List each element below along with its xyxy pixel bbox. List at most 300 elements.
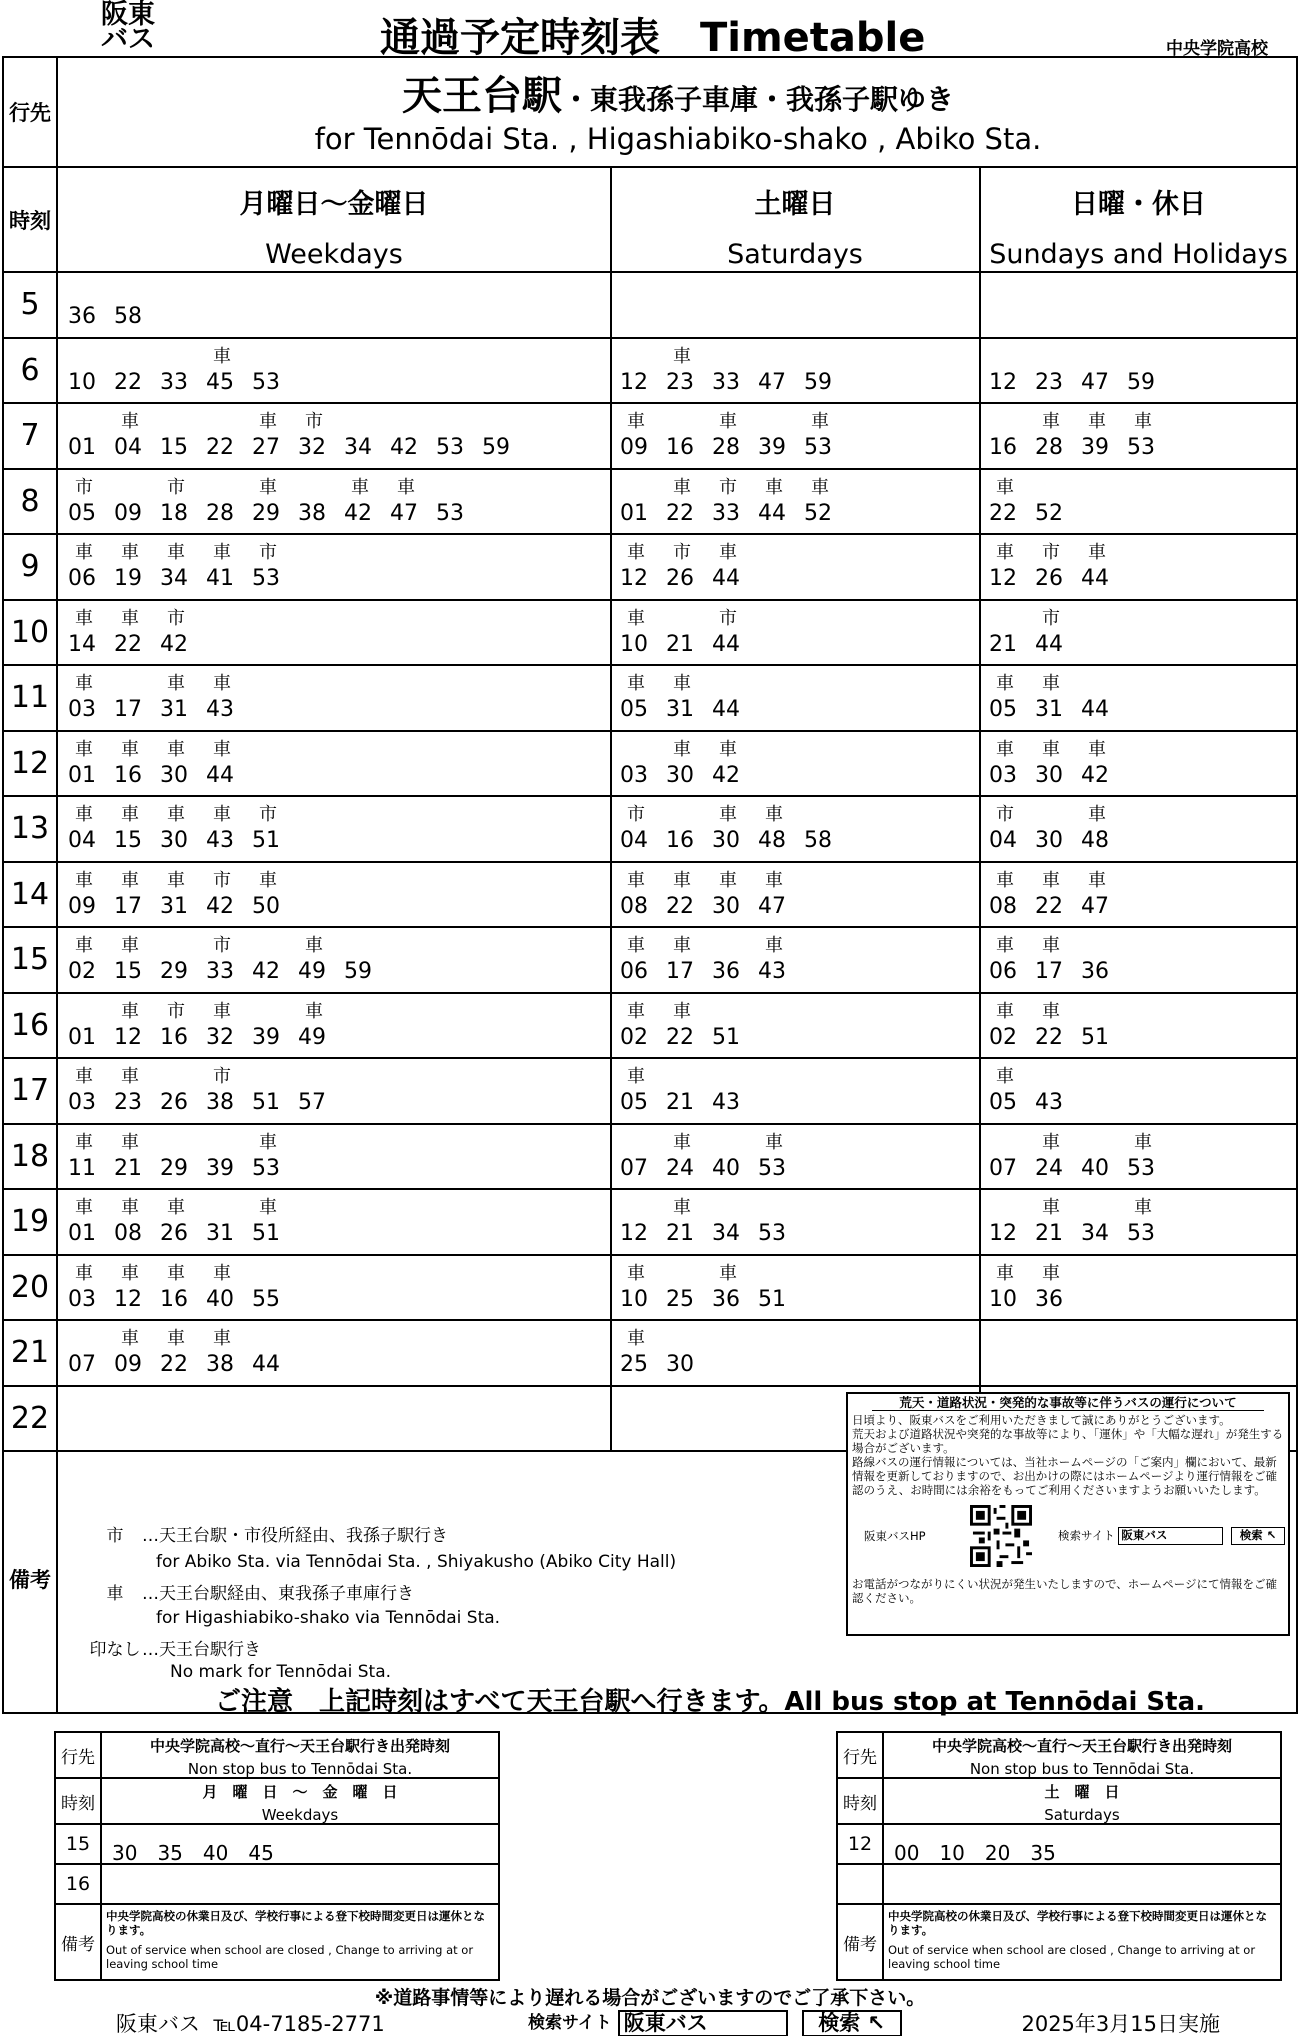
route-mark: 車: [996, 869, 1014, 891]
departure-minute: 17: [114, 893, 142, 919]
weekdays-cell: [60, 1321, 608, 1385]
departure: [666, 404, 710, 468]
departure-minute: 44: [712, 566, 740, 591]
departure: [252, 994, 296, 1058]
departure-minute: 33: [712, 369, 740, 395]
departure: [1081, 732, 1125, 796]
saturdays-cell: [612, 666, 978, 730]
departure: [620, 1125, 664, 1189]
route-mark: 車: [627, 869, 645, 891]
departure-minute: 23: [666, 369, 694, 395]
route-mark: 車: [1042, 1131, 1060, 1153]
departure: [114, 732, 158, 796]
departure-minute: 22: [114, 631, 142, 657]
departure-minute: 15: [114, 959, 142, 984]
route-mark: 車: [121, 607, 139, 629]
departure-minute: 40: [1081, 1155, 1109, 1181]
col-sundays-header: [981, 168, 1296, 271]
route-mark: 車: [259, 411, 277, 432]
departure-minute: 28: [1035, 435, 1063, 460]
saturdays-cell: [612, 732, 978, 796]
departure: [620, 666, 664, 730]
departure-minute: 24: [666, 1155, 694, 1181]
route-mark: 車: [627, 1000, 645, 1022]
route-mark: 車: [673, 738, 691, 760]
departure: [712, 601, 756, 665]
hour-row: [4, 732, 1296, 798]
col-sundays-en: Sundays and Holidays: [989, 239, 1288, 270]
departure: [114, 601, 158, 665]
departure-minute: 02: [68, 959, 96, 984]
departure-minute: 59: [482, 435, 510, 460]
route-mark: 市: [719, 607, 737, 629]
departure: [989, 994, 1033, 1058]
legend-line: [88, 1521, 448, 1546]
departure-minute: 53: [252, 369, 280, 395]
departure-minute: 36: [1081, 959, 1109, 984]
cursor-icon: ↖: [1266, 1528, 1277, 1542]
departure: [620, 404, 664, 468]
departure-minute: 16: [666, 828, 694, 853]
departure-minute: 12: [989, 566, 1017, 591]
departure: [206, 666, 250, 730]
departure: [252, 470, 296, 534]
departure: [160, 928, 204, 992]
route-mark: 車: [259, 1197, 277, 1218]
weekdays-cell: [60, 1059, 608, 1123]
departure: [436, 470, 480, 534]
departure: [620, 339, 664, 403]
departure: [68, 928, 112, 992]
departure: [114, 404, 158, 468]
departure-minute: 21: [666, 1221, 694, 1246]
departure-minute: 05: [989, 697, 1017, 722]
footer-search-input[interactable]: 阪東バス: [618, 2010, 788, 2036]
departure-minute: 09: [114, 500, 142, 526]
notice-search-input[interactable]: 阪東バス: [1118, 1527, 1223, 1545]
departure-minute: 05: [68, 500, 96, 526]
departure: [666, 535, 710, 599]
departure: [758, 1190, 802, 1254]
destination-main: 天王台駅: [401, 73, 562, 119]
departure: [252, 863, 296, 927]
direct-dest: [884, 1733, 1280, 1777]
departure-minute: 07: [68, 1352, 96, 1377]
route-mark: 車: [627, 607, 645, 629]
departure: [620, 928, 664, 992]
destination-rest: ・東我孫子車庫・我孫子駅ゆき: [561, 83, 954, 116]
sundays-cell: [981, 797, 1296, 861]
departure: [712, 1125, 756, 1189]
departure: [1081, 1125, 1125, 1189]
hp-label: 阪東バスHP: [864, 1529, 926, 1543]
route-mark: 車: [1042, 1262, 1060, 1284]
departure-minute: 44: [712, 631, 740, 657]
legend-mark: 印なし: [89, 1640, 141, 1660]
sundays-cell: [981, 863, 1296, 927]
departure: [1035, 797, 1079, 861]
departure-minute: 10: [620, 631, 648, 657]
phone-number[interactable]: ℡04-7185-2771: [213, 2012, 385, 2036]
departure-minute: 27: [252, 435, 280, 460]
departure-minute: 30: [1035, 828, 1063, 853]
departure-minute: 16: [114, 762, 142, 788]
route-mark: 車: [673, 1131, 691, 1153]
notice-paragraph: 日頃より、阪東バスをご利用いただきまして誠にありがとうございます。: [852, 1413, 1231, 1427]
departure: [68, 273, 112, 337]
footer-search-button[interactable]: [802, 2010, 902, 2036]
departure: [252, 404, 296, 468]
departure: [1035, 994, 1079, 1058]
departure: [620, 535, 664, 599]
departure-minute: 01: [620, 500, 648, 526]
departure-minute: 53: [758, 1155, 786, 1181]
departure-minute: 34: [712, 1221, 740, 1246]
service-notice: [846, 1392, 1290, 1636]
departure-minute: 12: [620, 1221, 648, 1246]
route-mark: 車: [996, 1000, 1014, 1022]
departure: [252, 1256, 296, 1320]
weekdays-cell: [60, 273, 608, 337]
departure: [666, 1190, 710, 1254]
hour-row: [4, 863, 1296, 929]
departure: [758, 1256, 802, 1320]
direct-dest-row: [838, 1733, 1280, 1779]
notice-paragraph: お電話がつながりにくい状況が発生いたしますので、ホームページにて情報をご確認ください。: [852, 1577, 1278, 1605]
departure-minute: 02: [989, 1024, 1017, 1050]
departure-minute: 31: [666, 697, 694, 722]
sundays-cell: [981, 1256, 1296, 1320]
departure: [482, 404, 526, 468]
departure: [758, 797, 802, 861]
legend-mark: 車: [106, 1584, 124, 1604]
departure: [298, 928, 342, 992]
departure-minute: 49: [298, 959, 326, 984]
stop-name: 中央学院高校: [1166, 39, 1268, 59]
departure-minute: 11: [68, 1155, 96, 1181]
saturdays-cell: [612, 1256, 978, 1320]
weekdays-cell: [60, 1256, 608, 1320]
direct-dest-en: Non stop bus to Tennōdai Sta.: [969, 1760, 1195, 1778]
sundays-cell: [981, 1321, 1296, 1385]
hour-label: 7: [4, 404, 58, 468]
effective-date: 2025年3月15日実施: [1021, 2012, 1220, 2036]
departure: [1035, 732, 1079, 796]
departure-minute: 48: [758, 828, 786, 853]
departure: [160, 1125, 204, 1189]
departure: [712, 666, 756, 730]
departure: [390, 404, 434, 468]
departure-minute: 12: [620, 566, 648, 591]
departure: [114, 273, 158, 337]
direct-note-jp: 中央学院高校の休業日及び、学校行事による登下校時間変更日は運休となります。: [888, 1909, 1268, 1937]
departure: [1081, 994, 1125, 1058]
departure-minute: 49: [298, 1024, 326, 1050]
hour-row: [4, 339, 1296, 405]
hour-label: 18: [4, 1125, 58, 1189]
route-mark: 車: [1088, 542, 1106, 563]
saturdays-cell: [612, 1059, 978, 1123]
departure-minute: 12: [620, 369, 648, 395]
departure-minute: 38: [206, 1090, 234, 1115]
route-mark: 車: [627, 1262, 645, 1284]
notice-search-label: 検索サイト: [1058, 1528, 1115, 1543]
departure: [712, 470, 756, 534]
departure-minute: 39: [206, 1155, 234, 1181]
departure: [1127, 1125, 1171, 1189]
departure: [298, 994, 342, 1058]
saturdays-cell: [612, 1321, 978, 1385]
departure: [804, 339, 848, 403]
departure: [114, 1321, 158, 1385]
departure: [114, 797, 158, 861]
route-mark: 車: [75, 935, 93, 956]
route-mark: 車: [121, 1328, 139, 1349]
route-mark: 車: [627, 935, 645, 956]
route-mark: 車: [996, 1066, 1014, 1087]
departure-minute: 22: [1035, 893, 1063, 919]
saturdays-cell: [612, 928, 978, 992]
departure-minute: 10: [68, 369, 96, 395]
departure: [390, 470, 434, 534]
weekdays-cell: [60, 928, 608, 992]
departure-minute: 09: [620, 435, 648, 460]
departure-minute: 16: [160, 1024, 188, 1050]
company-logo: 阪東バス: [101, 0, 155, 55]
departure-minute: 53: [1127, 1155, 1155, 1181]
hour-row: [4, 994, 1296, 1060]
direct-dest-en: Non stop bus to Tennōdai Sta.: [187, 1760, 413, 1778]
route-mark: 車: [213, 1328, 231, 1349]
direct-time-label: 時刻: [56, 1779, 102, 1823]
departure: [160, 863, 204, 927]
direct-remarks-label: 備考: [56, 1905, 102, 1979]
departure-minute: 08: [114, 1221, 142, 1246]
departure-minute: 36: [68, 304, 96, 329]
direct-time-row: [56, 1865, 498, 1905]
saturdays-cell: [612, 535, 978, 599]
departure: [1035, 928, 1079, 992]
route-mark: 車: [765, 869, 783, 891]
route-mark: 車: [627, 1066, 645, 1087]
direct-day-jp: 土 曜 日: [1044, 1783, 1120, 1801]
hour-row: [4, 273, 1296, 339]
direct-day-en: Weekdays: [261, 1806, 339, 1824]
route-mark: 車: [121, 1197, 139, 1218]
departure: [114, 666, 158, 730]
direct-remarks-row: [838, 1905, 1280, 1979]
hour-row: [4, 797, 1296, 863]
hour-label: 15: [4, 928, 58, 992]
route-mark: 車: [213, 345, 231, 367]
departure: [989, 404, 1033, 468]
direct-minutes: [102, 1865, 498, 1903]
departure: [666, 1125, 710, 1189]
sundays-cell: [981, 404, 1296, 468]
departure: [620, 1059, 664, 1123]
departure: [989, 601, 1033, 665]
hour-row: [4, 1256, 1296, 1322]
direct-dest-jp: 中央学院高校～直行～天王台駅行き出発時刻: [149, 1737, 450, 1755]
departure-minute: 43: [758, 959, 786, 984]
sundays-cell: [981, 535, 1296, 599]
weekdays-cell: [60, 601, 608, 665]
departure: [758, 863, 802, 927]
departure: [1035, 339, 1079, 403]
departure-minute: 44: [1081, 697, 1109, 722]
departure-minute: 53: [758, 1221, 786, 1246]
departure-minute: 42: [252, 959, 280, 984]
departure: [160, 732, 204, 796]
departure-minute: 42: [344, 500, 372, 526]
route-mark: 車: [1088, 804, 1106, 825]
departure: [804, 404, 848, 468]
page-title: 通過予定時刻表 Timetable: [380, 15, 926, 61]
direct-minutes: 00 10 20 35: [894, 1841, 1056, 1865]
hour-row: [4, 404, 1296, 470]
departure-minute: 42: [206, 893, 234, 919]
qr-code-icon[interactable]: [970, 1505, 1032, 1567]
departure: [206, 339, 250, 403]
departure-minute: 28: [712, 435, 740, 460]
departure-minute: 33: [206, 959, 234, 984]
departure-minute: 58: [804, 828, 832, 853]
route-mark: 車: [75, 1197, 93, 1218]
departure: [114, 994, 158, 1058]
route-mark: 車: [167, 542, 185, 563]
departure: [68, 470, 112, 534]
departure-minute: 04: [114, 435, 142, 460]
departure: [989, 863, 1033, 927]
notice-search-button[interactable]: [1231, 1527, 1285, 1545]
departure-minute: 06: [620, 959, 648, 984]
route-mark: 車: [121, 738, 139, 760]
departure: [68, 863, 112, 927]
departure: [206, 732, 250, 796]
route-mark: 車: [673, 869, 691, 891]
direct-bus-weekdays: [54, 1731, 500, 1981]
weekdays-cell: [60, 535, 608, 599]
departure: [206, 470, 250, 534]
departure-minute: 53: [804, 435, 832, 460]
sundays-cell: [981, 601, 1296, 665]
departure: [804, 470, 848, 534]
route-mark: 車: [167, 1262, 185, 1284]
departure-minute: 59: [804, 369, 832, 395]
col-saturdays-en: Saturdays: [727, 239, 863, 270]
departure: [68, 1190, 112, 1254]
departure: [712, 339, 756, 403]
departure: [206, 1321, 250, 1385]
route-mark: 車: [167, 1328, 185, 1349]
departure-minute: 09: [114, 1352, 142, 1377]
departure: [712, 1059, 756, 1123]
departure: [68, 1321, 112, 1385]
departure: [666, 1059, 710, 1123]
departure-minute: 36: [712, 1286, 740, 1312]
route-mark: 車: [765, 476, 783, 498]
hour-row: [4, 1125, 1296, 1191]
footer-search-button-label: 検索: [818, 2010, 861, 2035]
departure: [68, 732, 112, 796]
route-mark: 車: [213, 1262, 231, 1284]
route-mark: 車: [167, 869, 185, 891]
col-weekdays-en: Weekdays: [265, 239, 403, 270]
legend-en: No mark for Tennōdai Sta.: [170, 1662, 392, 1682]
departure-minute: 30: [666, 762, 694, 788]
departure-minute: 43: [206, 828, 234, 853]
departure: [989, 928, 1033, 992]
legend-jp: …天王台駅・市役所経由、我孫子駅行き: [142, 1526, 448, 1546]
route-mark: 車: [1042, 1197, 1060, 1218]
hour-row: [4, 1190, 1296, 1256]
departure-minute: 43: [206, 697, 234, 722]
time-label: 時刻: [4, 168, 58, 271]
departure: [712, 994, 756, 1058]
departure: [206, 1190, 250, 1254]
departure-minute: 05: [620, 697, 648, 722]
hour-row: [4, 666, 1296, 732]
legend-en: for Abiko Sta. via Tennōdai Sta. , Shiyakusho (Abiko City Hall): [156, 1552, 677, 1572]
departure-minute: 38: [298, 500, 326, 526]
route-mark: 市: [167, 1000, 185, 1022]
departure-minute: 32: [298, 435, 326, 460]
departure: [68, 404, 112, 468]
direct-hour: 16: [56, 1865, 102, 1903]
departure-minute: 32: [206, 1024, 234, 1050]
direct-dest-jp: 中央学院高校～直行～天王台駅行き出発時刻: [931, 1737, 1232, 1755]
departure-minute: 42: [160, 631, 188, 657]
departure-minute: 42: [1081, 762, 1109, 788]
notice-search-button-label: 検索: [1239, 1528, 1263, 1542]
departure: [758, 404, 802, 468]
departure-minute: 53: [1127, 1221, 1155, 1246]
departure-minute: 12: [989, 1221, 1017, 1246]
departure: [160, 404, 204, 468]
notice-paragraph: 荒天および道路状況や突発的な事故等により、「運休」や「大幅な遅れ」が発生する場合がございます。: [852, 1427, 1284, 1455]
route-mark: 車: [259, 1131, 277, 1153]
departure-minute: 51: [1081, 1024, 1109, 1050]
departure: [252, 1125, 296, 1189]
departure-minute: 17: [666, 959, 694, 984]
route-mark: 車: [627, 1328, 645, 1349]
route-mark: 車: [1088, 869, 1106, 891]
hour-row: [4, 928, 1296, 994]
departure-minute: 10: [989, 1286, 1017, 1312]
route-mark: 車: [719, 738, 737, 760]
departure-minute: 26: [666, 566, 694, 591]
departure: [712, 928, 756, 992]
legend-line: [88, 1635, 261, 1660]
departure-minute: 15: [160, 435, 188, 460]
direct-day-row: [56, 1779, 498, 1825]
direct-note-jp: 中央学院高校の休業日及び、学校行事による登下校時間変更日は運休となります。: [106, 1909, 486, 1937]
departure: [1035, 1059, 1079, 1123]
route-mark: 車: [121, 935, 139, 956]
route-mark: 車: [1042, 411, 1060, 432]
departure: [712, 1190, 756, 1254]
saturdays-cell: [612, 404, 978, 468]
departure: [666, 470, 710, 534]
route-mark: 車: [673, 673, 691, 694]
departure-minute: 22: [206, 435, 234, 460]
departure: [1035, 863, 1079, 927]
departure-minute: 04: [989, 828, 1017, 853]
route-mark: 車: [121, 804, 139, 825]
departure: [1035, 666, 1079, 730]
route-mark: 車: [121, 1131, 139, 1153]
col-saturdays-jp: 土曜日: [754, 189, 836, 220]
